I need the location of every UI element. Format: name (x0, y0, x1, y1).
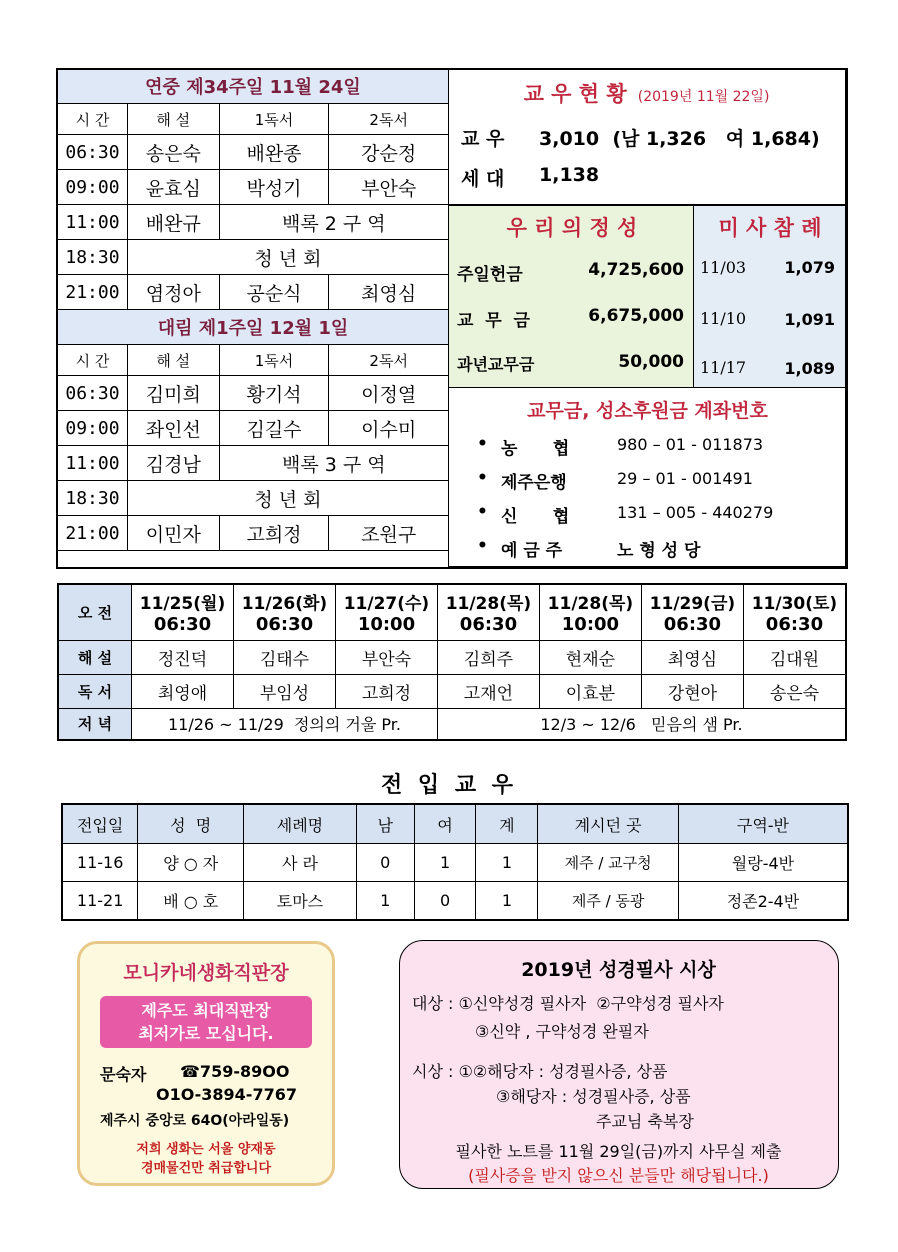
weekday-schedule (57, 583, 847, 741)
award-note: (필사증을 받지 않으신 분들만 해당됩니다.) (468, 1166, 769, 1185)
reader1-name: 공순식 (219, 275, 329, 310)
weekday-date: 11/30(토) (751, 594, 838, 615)
bank-name: 제주은행 (501, 473, 567, 493)
account-holder: 노 형 성 당 (617, 541, 701, 561)
parish-status-panel (448, 68, 847, 206)
cell: 11-21 (62, 882, 138, 921)
cell: 사 라 (244, 844, 357, 882)
bank-name: 농 협 (501, 439, 570, 459)
weekday-cell (743, 584, 846, 640)
offering-value: 4,725,600 (588, 260, 684, 280)
award-notice (399, 940, 839, 1189)
weekday-time: 06:30 (765, 614, 824, 636)
ad-banner-line: 제주도 최대직판장 (141, 1001, 271, 1020)
mass-time: 21:00 (58, 275, 128, 310)
bullet-icon: • (477, 536, 488, 556)
readers-group: 청 년 회 (127, 240, 448, 275)
sunday-schedule (57, 68, 449, 551)
reader-name: 고희정 (335, 674, 437, 708)
attendance-date: 11/10 (700, 309, 747, 328)
weekday-time: 06:30 (459, 614, 518, 636)
weekday-time: 10:00 (561, 614, 620, 636)
award-prize-line: ③해당자 : 성경필사증, 상품 (496, 1087, 691, 1106)
reader1-name: 황기석 (219, 376, 329, 411)
reader-name: 최영애 (132, 674, 234, 708)
offering-label: 주일헌금 (457, 265, 523, 285)
table-row (58, 135, 449, 170)
cell: 11-16 (62, 844, 138, 882)
weekday-time: 06:30 (255, 614, 314, 636)
commentary-name: 김희주 (437, 640, 539, 674)
reader2-name: 강순정 (329, 135, 449, 170)
table-row (58, 170, 449, 205)
bullet-icon: • (477, 468, 488, 488)
weekday-cell (641, 584, 743, 640)
weekday-time: 06:30 (663, 614, 722, 636)
table-row (58, 446, 449, 481)
reader2-name: 조원구 (329, 516, 449, 551)
header-time: 시 간 (58, 345, 128, 376)
reader-name: 강현아 (641, 674, 743, 708)
offering-label: 과년교무금 (457, 355, 535, 374)
table-row (58, 205, 449, 240)
attendance-title: 미 사 참 례 (718, 216, 822, 240)
cell: 월랑-4반 (678, 844, 848, 882)
households-label: 세 대 (461, 168, 505, 190)
cell: 0 (414, 882, 476, 921)
commentary-name: 배완규 (127, 205, 219, 240)
table-row (62, 882, 848, 921)
commentary-name: 김미희 (127, 376, 219, 411)
attendance-count: 1,091 (784, 310, 835, 329)
header-time: 시 간 (58, 104, 128, 135)
parish-status-date: (2019년 11월 22일) (637, 89, 770, 105)
commentary-name: 김경남 (127, 446, 219, 481)
header-commentary: 해 설 (127, 104, 219, 135)
account-number: 29 – 01 - 001491 (617, 469, 753, 488)
table-row (58, 411, 449, 446)
header-cell: 계시던 곳 (538, 804, 679, 844)
commentary-name: 좌인선 (127, 411, 219, 446)
attendance-date: 11/03 (700, 258, 747, 277)
commentary-name: 김대원 (743, 640, 846, 674)
header-cell: 남 (356, 804, 414, 844)
table-row (58, 481, 449, 516)
reader2-name: 이수미 (329, 411, 449, 446)
ad-owner-name: 문숙자 (100, 1065, 147, 1084)
table-row (58, 240, 449, 275)
table-row (58, 516, 449, 551)
bullet-icon: • (477, 434, 488, 454)
cell: 정존2-4반 (678, 882, 848, 921)
label-commentary: 해 설 (58, 640, 132, 674)
commentary-name: 송은숙 (127, 135, 219, 170)
reader1-name: 고희정 (219, 516, 329, 551)
award-prize-line: 주교님 축복장 (596, 1112, 694, 1131)
header-cell: 전입일 (62, 804, 138, 844)
cell: 1 (356, 882, 414, 921)
weekday-date: 11/28(목) (445, 594, 532, 615)
accounts-panel (448, 387, 847, 568)
accounts-title: 교무금, 성소후원금 계좌번호 (527, 400, 768, 422)
weekday-date: 11/26(화) (241, 594, 328, 615)
offerings-title: 우 리 의 정 성 (506, 216, 638, 240)
label-morning: 오 전 (58, 584, 132, 640)
bullet-icon: • (477, 502, 488, 522)
ad-phone1: ☎759-89OO (180, 1062, 290, 1081)
commentary-name: 부안숙 (335, 640, 437, 674)
commentary-name: 김태수 (233, 640, 335, 674)
ad-note-line: 저희 생화는 서울 양재동 (136, 1142, 276, 1157)
reader-name: 고재언 (437, 674, 539, 708)
reader-name: 이효분 (539, 674, 641, 708)
cell: 제주 / 교구청 (538, 844, 679, 882)
commentary-name: 이민자 (127, 516, 219, 551)
table-row (58, 376, 449, 411)
attendance-panel (693, 205, 847, 388)
cell: 1 (414, 844, 476, 882)
ad-banner-line: 최저가로 모십니다. (138, 1024, 274, 1043)
weekday-date: 11/28(목) (547, 594, 634, 615)
mass-time: 18:30 (58, 481, 128, 516)
attendance-date: 11/17 (700, 358, 747, 377)
offering-label: 교 무 금 (457, 311, 530, 331)
weekday-cell (539, 584, 641, 640)
cell: 1 (476, 882, 538, 921)
members-value: 3,010 (남 1,326 여 1,684) (539, 128, 820, 150)
mass-time: 06:30 (58, 135, 128, 170)
cell: 배 ○ 호 (138, 882, 244, 921)
weekday-date: 11/29(금) (649, 594, 736, 615)
header-reader2: 2독서 (329, 345, 449, 376)
commentary-name: 염정아 (127, 275, 219, 310)
header-cell: 여 (414, 804, 476, 844)
offering-value: 6,675,000 (588, 306, 684, 326)
weekday-time: 06:30 (153, 614, 212, 636)
flower-shop-ad (77, 941, 335, 1186)
ad-title: 모니카네생화직판장 (123, 962, 289, 984)
award-target-line: ③신약 , 구약성경 완필자 (475, 1022, 649, 1041)
bank-name: 신 협 (501, 507, 570, 527)
reader1-name: 김길수 (219, 411, 329, 446)
ad-note (80, 1140, 332, 1178)
sunday2-title: 대림 제1주일 12월 1일 (58, 310, 449, 345)
ad-note-line: 경매물건만 취급합니다 (140, 1161, 272, 1176)
offerings-panel (448, 205, 694, 388)
weekday-date: 11/25(월) (139, 594, 226, 615)
ad-banner (100, 996, 312, 1048)
cell: 토마스 (244, 882, 357, 921)
weekday-table (57, 583, 847, 741)
weekday-cell (233, 584, 335, 640)
evening-prayer-1: 11/26 ~ 11/29 정의의 거울 Pr. (132, 708, 438, 740)
account-number: 980 – 01 - 011873 (617, 435, 764, 454)
bank-name: 예 금 주 (501, 541, 563, 561)
ad-address: 제주시 중앙로 64O(아라일동) (100, 1113, 290, 1129)
mass-time: 09:00 (58, 170, 128, 205)
weekday-cell (132, 584, 234, 640)
table-row (62, 844, 848, 882)
reader2-name: 부안숙 (329, 170, 449, 205)
sunday1-title: 연중 제34주일 11월 24일 (58, 69, 449, 104)
attendance-count: 1,089 (784, 359, 835, 378)
commentary-name: 윤효심 (127, 170, 219, 205)
mass-time: 21:00 (58, 516, 128, 551)
mass-time: 11:00 (58, 446, 128, 481)
award-deadline: 필사한 노트를 11월 29일(금)까지 사무실 제출 (455, 1142, 782, 1161)
header-reader1: 1독서 (219, 104, 329, 135)
transfers-section (61, 803, 849, 921)
weekday-cell (437, 584, 539, 640)
commentary-name: 현재순 (539, 640, 641, 674)
attendance-count: 1,079 (784, 258, 835, 277)
table-row (58, 275, 449, 310)
reader-name: 부임성 (233, 674, 335, 708)
label-reading: 독 서 (58, 674, 132, 708)
readers-group: 백록 2 구 역 (219, 205, 448, 240)
mass-time: 11:00 (58, 205, 128, 240)
header-cell: 세례명 (244, 804, 357, 844)
readers-group: 백록 3 구 역 (219, 446, 448, 481)
parish-status-title: 교 우 현 황 (523, 82, 627, 106)
sunday-schedule-table (57, 68, 449, 551)
transfers-title: 전 입 교 우 (381, 773, 517, 798)
evening-prayer-2: 12/3 ~ 12/6 믿음의 샘 Pr. (437, 708, 846, 740)
weekday-time: 10:00 (357, 614, 416, 636)
award-prize-line: 시상 : ①②해당자 : 성경필사증, 상품 (412, 1062, 668, 1081)
members-label: 교 우 (461, 128, 505, 150)
cell: 1 (476, 844, 538, 882)
award-title: 2019년 성경필사 시상 (521, 959, 716, 981)
commentary-name: 정진덕 (132, 640, 234, 674)
mass-time: 09:00 (58, 411, 128, 446)
header-commentary: 해 설 (127, 345, 219, 376)
reader-name: 송은숙 (743, 674, 846, 708)
transfers-table (61, 803, 849, 921)
reader2-name: 이정열 (329, 376, 449, 411)
cell: 0 (356, 844, 414, 882)
commentary-name: 최영심 (641, 640, 743, 674)
header-cell: 계 (476, 804, 538, 844)
label-evening: 저 녁 (58, 708, 132, 740)
ad-phone2: O1O-3894-7767 (156, 1085, 297, 1104)
weekday-date: 11/27(수) (343, 594, 430, 615)
weekday-cell (335, 584, 437, 640)
cell: 제주 / 동광 (538, 882, 679, 921)
mass-time: 18:30 (58, 240, 128, 275)
reader2-name: 최영심 (329, 275, 449, 310)
reader1-name: 배완종 (219, 135, 329, 170)
cell: 양 ○ 자 (138, 844, 244, 882)
reader1-name: 박성기 (219, 170, 329, 205)
households-value: 1,138 (539, 164, 600, 186)
account-number: 131 – 005 - 440279 (617, 503, 774, 522)
header-reader1: 1독서 (219, 345, 329, 376)
header-reader2: 2독서 (329, 104, 449, 135)
offering-value: 50,000 (618, 352, 684, 372)
header-cell: 구역-반 (678, 804, 848, 844)
header-cell: 성 명 (138, 804, 244, 844)
readers-group: 청 년 회 (127, 481, 448, 516)
award-target-line: 대상 : ①신약성경 필사자 ②구약성경 필사자 (412, 994, 724, 1013)
mass-time: 06:30 (58, 376, 128, 411)
